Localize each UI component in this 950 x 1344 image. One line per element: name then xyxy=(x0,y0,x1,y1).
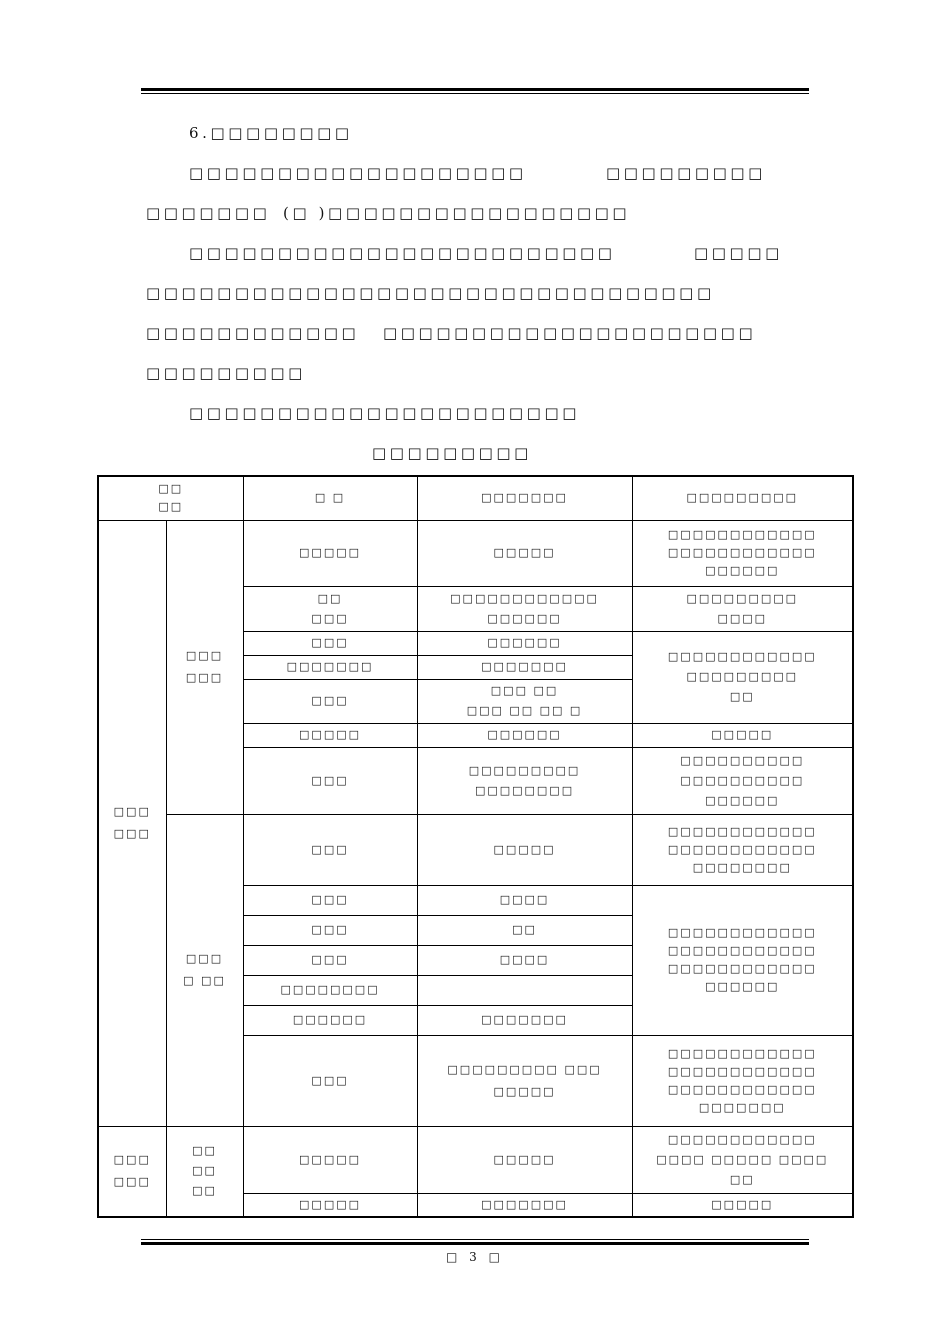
header-cell: □□□□□□□ xyxy=(417,476,632,520)
table-cell: □□□ xyxy=(243,747,417,814)
table-cell: □□□□□□□□□□□□ □□□□ □□□□□ □□□□ □□ xyxy=(632,1126,853,1193)
paragraph-line: □□□□□□□□□ xyxy=(606,164,766,182)
table-cell: □□□ □□ □□□ □□ □□ □ xyxy=(417,679,632,723)
footer-rule xyxy=(141,1239,809,1245)
table-cell: □□□□□□□ xyxy=(417,655,632,679)
table-cell: □□□□□□□□□ □□□ □□□□□ xyxy=(417,1035,632,1126)
paragraph-line: □□□□□□□□□□□□ xyxy=(146,324,360,342)
table-cell: □□□□□ xyxy=(417,1126,632,1193)
subgroup-cell: □□□ □□□ xyxy=(166,520,243,814)
table-cell: □□□□□□ xyxy=(417,631,632,655)
table-cell: □□□□□□□□□□□□ □□□□□□□□□□□□ □□□□□□□□□□□□ □□□□□□ xyxy=(632,885,853,1035)
table-cell xyxy=(417,975,632,1005)
paragraph-line: (□ )□□□□□□□□□□□□□□□□□ xyxy=(283,204,631,222)
table-cell: □□□□□ xyxy=(632,1193,853,1217)
header-cell: □ □ xyxy=(243,476,417,520)
paragraph-line: □□□□□□□□□□□□□□□□□□□□□□□□ xyxy=(189,244,616,262)
table-cell: □□□□□ xyxy=(417,520,632,586)
table-cell: □□□ xyxy=(243,885,417,915)
header-cell: □□ □□ xyxy=(98,476,243,520)
table-cell: □□□□□□□□□□□□ □□□□□□□□□□□□ □□□□□□□□□□□□ □□□□□□□ xyxy=(632,1035,853,1126)
table-cell: □□□□□ xyxy=(243,1126,417,1193)
table-cell: □□□□□□□□□□□□ □□□□□□□□□ □□ xyxy=(632,631,853,723)
table-cell: □□□□□□ xyxy=(417,723,632,747)
table-cell: □□□□□□□ xyxy=(417,1005,632,1035)
table-cell: □□□□□□□□ xyxy=(243,975,417,1005)
table-cell: □□□□□□□□□□ □□□□□□□□□□ □□□□□□ xyxy=(632,747,853,814)
header-rule xyxy=(141,88,809,94)
table-cell: □□□□□□□□□ □□□□□□□□ xyxy=(417,747,632,814)
table-cell: □□ xyxy=(417,915,632,945)
table-cell: □□□ xyxy=(243,631,417,655)
data-table xyxy=(97,475,854,1218)
table-cell: □□□□□□□□□□□□ □□□□□□ xyxy=(417,586,632,631)
table-cell: □□□□□ xyxy=(243,520,417,586)
table-cell: □□□□□ xyxy=(417,814,632,885)
paragraph-line: □□□□□□□ xyxy=(146,204,271,222)
table-cell: □□□ xyxy=(243,1035,417,1126)
table-header-row xyxy=(98,476,853,520)
table-cell: □□□□□ xyxy=(243,1193,417,1217)
page-number: □ 3 □ xyxy=(446,1250,504,1264)
table-row xyxy=(98,814,853,885)
table-cell: □□□ xyxy=(243,915,417,945)
table-cell: □□□□ xyxy=(417,885,632,915)
table-cell: □□□□□□□□□□□□ □□□□□□□□□□□□ □□□□□□ xyxy=(632,520,853,586)
table-cell: □□□ xyxy=(243,814,417,885)
paragraph-line: □□□□□□□□□□□□□□□□□□□ xyxy=(189,164,527,182)
paragraph-line: □□□□□□□□□□□□□□□□□□□□□□ xyxy=(189,404,580,422)
paragraph-line: □□□□□ xyxy=(694,244,783,262)
table-cell: □□□ xyxy=(243,679,417,723)
table-cell: □□□□□□□ xyxy=(417,1193,632,1217)
table-cell: □□□□□□□ xyxy=(243,655,417,679)
table-cell: □□ □□□ xyxy=(243,586,417,631)
table-row xyxy=(98,1126,853,1193)
table-cell: □□□□ xyxy=(417,945,632,975)
table-cell: □□□□□ xyxy=(243,723,417,747)
subgroup-cell: □□□ □ □□ xyxy=(166,814,243,1126)
header-cell: □□□□□□□□□ xyxy=(632,476,853,520)
table-row xyxy=(98,520,853,586)
paragraph-line: □□□□□□□□□□□□□□□□□□□□□□□□□□□□□□□□ xyxy=(146,284,715,302)
table-cell: □□□□□□□□□ □□□□ xyxy=(632,586,853,631)
table-cell: □□□ xyxy=(243,945,417,975)
subgroup-cell: □□ □□ □□ xyxy=(166,1126,243,1217)
table-cell: □□□□□□ xyxy=(243,1005,417,1035)
group-cell: □□□ □□□ xyxy=(98,1126,166,1217)
table-caption: □□□□□□□□□ xyxy=(372,444,532,462)
group-cell: □□□ □□□ xyxy=(98,520,166,1126)
paragraph-line: 6.□□□□□□□□ xyxy=(189,124,353,142)
table-cell: □□□□□□□□□□□□ □□□□□□□□□□□□ □□□□□□□□ xyxy=(632,814,853,885)
table-cell: □□□□□ xyxy=(632,723,853,747)
paragraph-line: □□□□□□□□□□□□□□□□□□□□□ xyxy=(383,324,757,342)
paragraph-line: □□□□□□□□□ xyxy=(146,364,306,382)
